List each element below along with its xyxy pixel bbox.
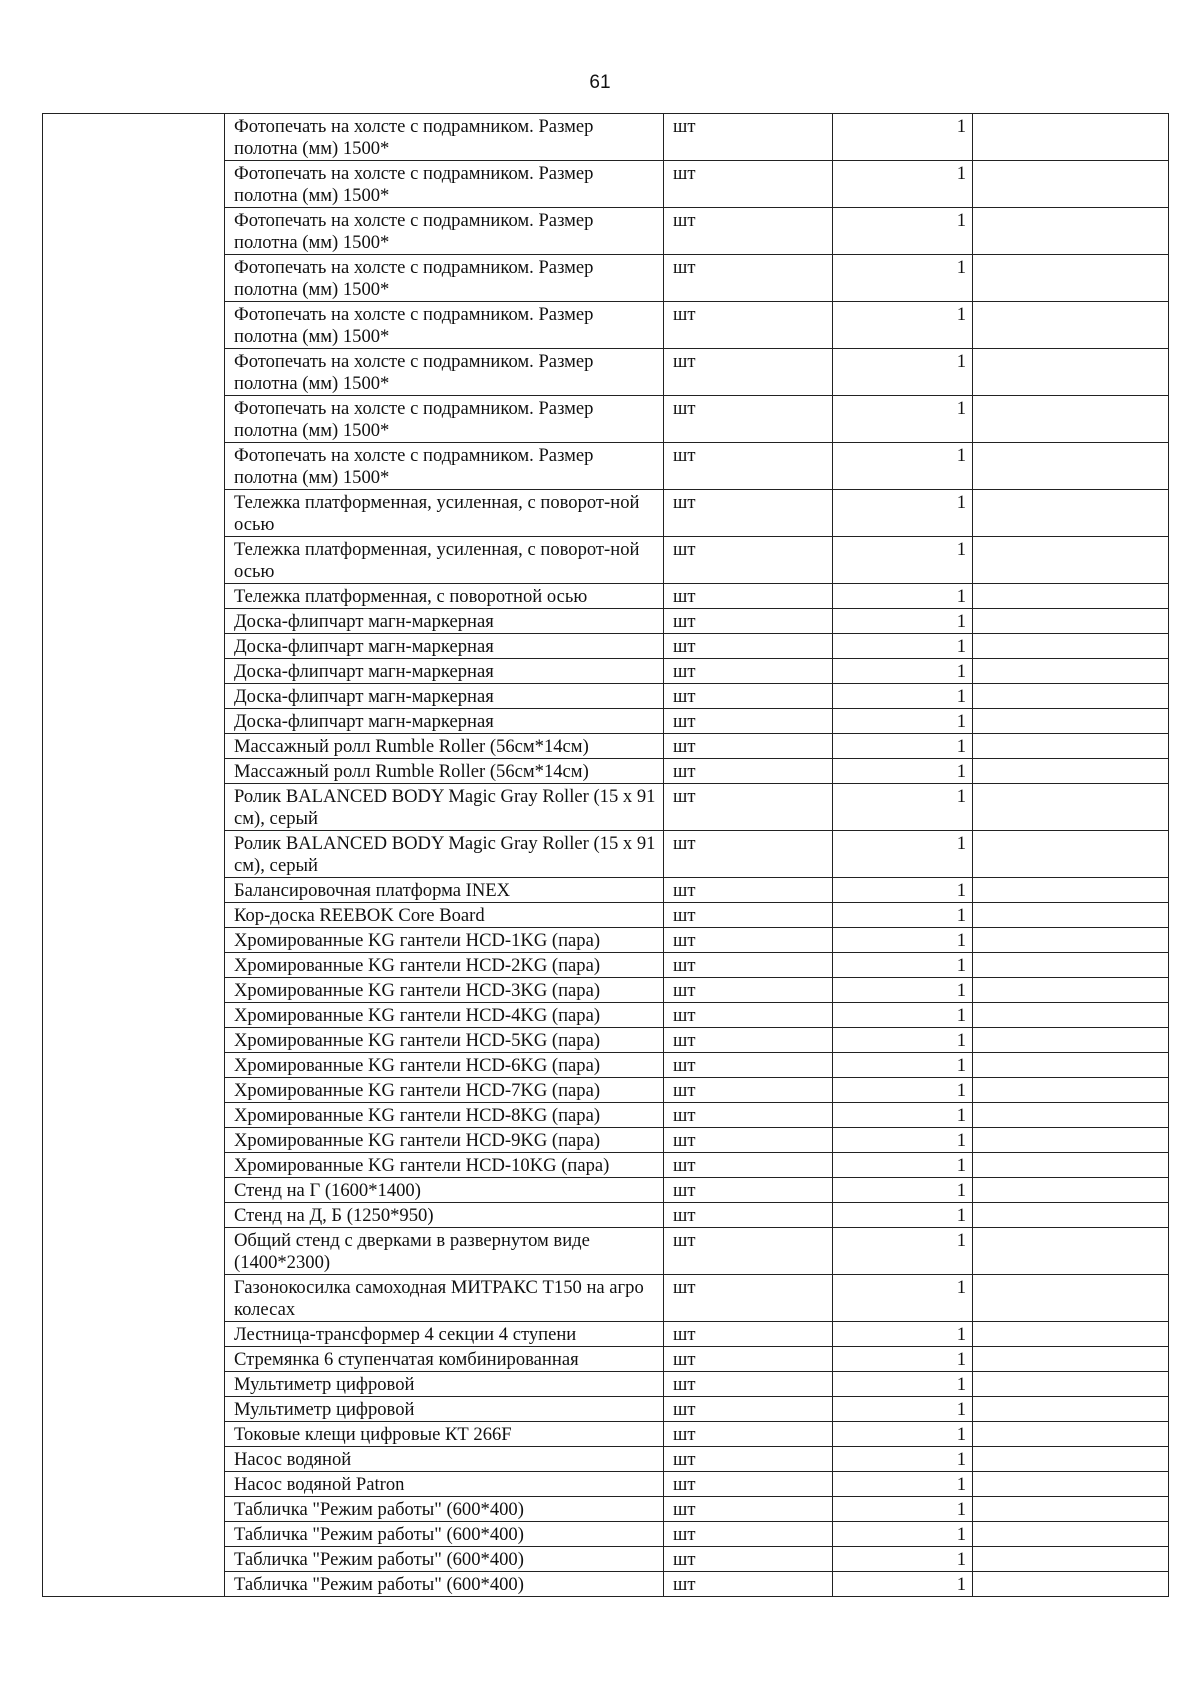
quantity-cell: 1: [833, 759, 973, 784]
unit-cell: шт: [664, 584, 833, 609]
unit-cell: шт: [664, 255, 833, 302]
notes-cell: [973, 609, 1169, 634]
item-name-cell: Табличка "Режим работы" (600*400): [225, 1522, 664, 1547]
notes-cell: [973, 1078, 1169, 1103]
unit-cell: шт: [664, 1103, 833, 1128]
quantity-cell: 1: [833, 831, 973, 878]
unit-cell: шт: [664, 161, 833, 208]
notes-cell: [973, 537, 1169, 584]
item-name-cell: Тележка платформенная, усиленная, с поворот-ной осью: [225, 537, 664, 584]
quantity-cell: 1: [833, 1497, 973, 1522]
quantity-cell: 1: [833, 396, 973, 443]
unit-cell: шт: [664, 1275, 833, 1322]
quantity-cell: 1: [833, 1053, 973, 1078]
quantity-cell: 1: [833, 634, 973, 659]
unit-cell: шт: [664, 1003, 833, 1028]
item-name-cell: Массажный ролл Rumble Roller (56см*14см): [225, 734, 664, 759]
item-name-cell: Доска-флипчарт магн-маркерная: [225, 659, 664, 684]
unit-cell: шт: [664, 684, 833, 709]
notes-cell: [973, 784, 1169, 831]
item-name-cell: Хромированные KG гантели HCD-3KG (пара): [225, 978, 664, 1003]
unit-cell: шт: [664, 1347, 833, 1372]
unit-cell: шт: [664, 1497, 833, 1522]
quantity-cell: 1: [833, 443, 973, 490]
item-name-cell: Табличка "Режим работы" (600*400): [225, 1547, 664, 1572]
notes-cell: [973, 1447, 1169, 1472]
unit-cell: шт: [664, 1178, 833, 1203]
item-name-cell: Фотопечать на холсте с подрамником. Размер полотна (мм) 1500*: [225, 443, 664, 490]
item-name-cell: Фотопечать на холсте с подрамником. Размер полотна (мм) 1500*: [225, 208, 664, 255]
item-name-cell: Ролик BALANCED BODY Magic Gray Roller (15 x 91 см), серый: [225, 784, 664, 831]
notes-cell: [973, 831, 1169, 878]
unit-cell: шт: [664, 878, 833, 903]
quantity-cell: 1: [833, 1422, 973, 1447]
quantity-cell: 1: [833, 684, 973, 709]
notes-cell: [973, 953, 1169, 978]
unit-cell: шт: [664, 953, 833, 978]
notes-cell: [973, 734, 1169, 759]
unit-cell: шт: [664, 1228, 833, 1275]
notes-cell: [973, 1003, 1169, 1028]
quantity-cell: 1: [833, 903, 973, 928]
notes-cell: [973, 584, 1169, 609]
notes-cell: [973, 1103, 1169, 1128]
notes-cell: [973, 1203, 1169, 1228]
notes-cell: [973, 302, 1169, 349]
item-name-cell: Хромированные KG гантели HCD-4KG (пара): [225, 1003, 664, 1028]
unit-cell: шт: [664, 734, 833, 759]
quantity-cell: 1: [833, 1572, 973, 1597]
unit-cell: шт: [664, 609, 833, 634]
item-name-cell: Стенд на Д, Б (1250*950): [225, 1203, 664, 1228]
unit-cell: шт: [664, 1128, 833, 1153]
unit-cell: шт: [664, 1447, 833, 1472]
item-name-cell: Тележка платформенная, с поворотной осью: [225, 584, 664, 609]
notes-cell: [973, 1397, 1169, 1422]
unit-cell: шт: [664, 490, 833, 537]
quantity-cell: 1: [833, 490, 973, 537]
unit-cell: шт: [664, 759, 833, 784]
item-name-cell: Массажный ролл Rumble Roller (56см*14см): [225, 759, 664, 784]
unit-cell: шт: [664, 1203, 833, 1228]
item-name-cell: Фотопечать на холсте с подрамником. Размер полотна (мм) 1500*: [225, 255, 664, 302]
notes-cell: [973, 1028, 1169, 1053]
notes-cell: [973, 255, 1169, 302]
notes-cell: [973, 1347, 1169, 1372]
item-name-cell: Стремянка 6 ступенчатая комбинированная: [225, 1347, 664, 1372]
quantity-cell: 1: [833, 953, 973, 978]
notes-cell: [973, 903, 1169, 928]
item-name-cell: Фотопечать на холсте с подрамником. Размер полотна (мм) 1500*: [225, 349, 664, 396]
item-name-cell: Мультиметр цифровой: [225, 1372, 664, 1397]
unit-cell: шт: [664, 1372, 833, 1397]
unit-cell: шт: [664, 208, 833, 255]
quantity-cell: 1: [833, 302, 973, 349]
unit-cell: шт: [664, 1572, 833, 1597]
unit-cell: шт: [664, 114, 833, 161]
unit-cell: шт: [664, 784, 833, 831]
item-name-cell: Хромированные KG гантели HCD-8KG (пара): [225, 1103, 664, 1128]
notes-cell: [973, 1572, 1169, 1597]
notes-cell: [973, 1275, 1169, 1322]
quantity-cell: 1: [833, 1522, 973, 1547]
inventory-table: [42, 113, 1169, 1597]
notes-cell: [973, 634, 1169, 659]
item-name-cell: Доска-флипчарт магн-маркерная: [225, 609, 664, 634]
quantity-cell: 1: [833, 609, 973, 634]
item-name-cell: Хромированные KG гантели HCD-2KG (пара): [225, 953, 664, 978]
quantity-cell: 1: [833, 1322, 973, 1347]
notes-cell: [973, 208, 1169, 255]
unit-cell: шт: [664, 537, 833, 584]
item-name-cell: Фотопечать на холсте с подрамником. Размер полотна (мм) 1500*: [225, 396, 664, 443]
item-name-cell: Фотопечать на холсте с подрамником. Размер полотна (мм) 1500*: [225, 114, 664, 161]
item-name-cell: Мультиметр цифровой: [225, 1397, 664, 1422]
item-name-cell: Насос водяной Patron: [225, 1472, 664, 1497]
notes-cell: [973, 1522, 1169, 1547]
item-name-cell: Ролик BALANCED BODY Magic Gray Roller (15 x 91 см), серый: [225, 831, 664, 878]
notes-cell: [973, 443, 1169, 490]
item-name-cell: Токовые клещи цифровые КТ 266F: [225, 1422, 664, 1447]
notes-cell: [973, 114, 1169, 161]
item-name-cell: Газонокосилка самоходная МИТРАКС Т150 на агро колесах: [225, 1275, 664, 1322]
notes-cell: [973, 684, 1169, 709]
notes-cell: [973, 1547, 1169, 1572]
quantity-cell: 1: [833, 978, 973, 1003]
item-name-cell: Насос водяной: [225, 1447, 664, 1472]
notes-cell: [973, 1178, 1169, 1203]
notes-cell: [973, 396, 1169, 443]
quantity-cell: 1: [833, 1547, 973, 1572]
item-name-cell: Хромированные KG гантели HCD-6KG (пара): [225, 1053, 664, 1078]
unit-cell: шт: [664, 1522, 833, 1547]
unit-cell: шт: [664, 1153, 833, 1178]
notes-cell: [973, 490, 1169, 537]
notes-cell: [973, 161, 1169, 208]
unit-cell: шт: [664, 709, 833, 734]
notes-cell: [973, 1322, 1169, 1347]
unit-cell: шт: [664, 349, 833, 396]
quantity-cell: 1: [833, 1447, 973, 1472]
notes-cell: [973, 1472, 1169, 1497]
quantity-cell: 1: [833, 1472, 973, 1497]
quantity-cell: 1: [833, 1003, 973, 1028]
quantity-cell: 1: [833, 878, 973, 903]
unit-cell: шт: [664, 396, 833, 443]
quantity-cell: 1: [833, 709, 973, 734]
notes-cell: [973, 928, 1169, 953]
quantity-cell: 1: [833, 1228, 973, 1275]
unit-cell: шт: [664, 1547, 833, 1572]
unit-cell: шт: [664, 1053, 833, 1078]
quantity-cell: 1: [833, 1178, 973, 1203]
notes-cell: [973, 1128, 1169, 1153]
item-name-cell: Доска-флипчарт магн-маркерная: [225, 634, 664, 659]
quantity-cell: 1: [833, 255, 973, 302]
notes-cell: [973, 349, 1169, 396]
quantity-cell: 1: [833, 114, 973, 161]
unit-cell: шт: [664, 928, 833, 953]
unit-cell: шт: [664, 1078, 833, 1103]
item-name-cell: Хромированные KG гантели HCD-7KG (пара): [225, 1078, 664, 1103]
quantity-cell: 1: [833, 1372, 973, 1397]
item-name-cell: Стенд на Г (1600*1400): [225, 1178, 664, 1203]
quantity-cell: 1: [833, 349, 973, 396]
item-name-cell: Фотопечать на холсте с подрамником. Размер полотна (мм) 1500*: [225, 302, 664, 349]
quantity-cell: 1: [833, 1397, 973, 1422]
item-name-cell: Лестница-трансформер 4 секции 4 ступени: [225, 1322, 664, 1347]
notes-cell: [973, 1053, 1169, 1078]
unit-cell: шт: [664, 831, 833, 878]
quantity-cell: 1: [833, 161, 973, 208]
item-name-cell: Хромированные KG гантели HCD-9KG (пара): [225, 1128, 664, 1153]
item-name-cell: Балансировочная платформа INEX: [225, 878, 664, 903]
table-row: [43, 114, 1169, 161]
section-cell: [43, 114, 225, 1597]
notes-cell: [973, 659, 1169, 684]
unit-cell: шт: [664, 1472, 833, 1497]
item-name-cell: Хромированные KG гантели HCD-5KG (пара): [225, 1028, 664, 1053]
item-name-cell: Фотопечать на холсте с подрамником. Размер полотна (мм) 1500*: [225, 161, 664, 208]
item-name-cell: Доска-флипчарт магн-маркерная: [225, 709, 664, 734]
notes-cell: [973, 1153, 1169, 1178]
unit-cell: шт: [664, 443, 833, 490]
quantity-cell: 1: [833, 784, 973, 831]
quantity-cell: 1: [833, 208, 973, 255]
quantity-cell: 1: [833, 928, 973, 953]
item-name-cell: Табличка "Режим работы" (600*400): [225, 1497, 664, 1522]
quantity-cell: 1: [833, 1203, 973, 1228]
notes-cell: [973, 709, 1169, 734]
unit-cell: шт: [664, 1422, 833, 1447]
quantity-cell: 1: [833, 1128, 973, 1153]
page-number: 61: [589, 72, 611, 93]
quantity-cell: 1: [833, 1103, 973, 1128]
notes-cell: [973, 759, 1169, 784]
quantity-cell: 1: [833, 734, 973, 759]
notes-cell: [973, 1422, 1169, 1447]
quantity-cell: 1: [833, 1275, 973, 1322]
unit-cell: шт: [664, 978, 833, 1003]
quantity-cell: 1: [833, 1347, 973, 1372]
notes-cell: [973, 1497, 1169, 1522]
unit-cell: шт: [664, 1322, 833, 1347]
quantity-cell: 1: [833, 537, 973, 584]
notes-cell: [973, 878, 1169, 903]
unit-cell: шт: [664, 634, 833, 659]
item-name-cell: Хромированные KG гантели HCD-1KG (пара): [225, 928, 664, 953]
unit-cell: шт: [664, 1028, 833, 1053]
quantity-cell: 1: [833, 584, 973, 609]
item-name-cell: Доска-флипчарт магн-маркерная: [225, 684, 664, 709]
unit-cell: шт: [664, 903, 833, 928]
notes-cell: [973, 1372, 1169, 1397]
item-name-cell: Табличка "Режим работы" (600*400): [225, 1572, 664, 1597]
unit-cell: шт: [664, 659, 833, 684]
quantity-cell: 1: [833, 1153, 973, 1178]
item-name-cell: Кор-доска REEBOK Core Board: [225, 903, 664, 928]
unit-cell: шт: [664, 1397, 833, 1422]
quantity-cell: 1: [833, 659, 973, 684]
notes-cell: [973, 1228, 1169, 1275]
item-name-cell: Общий стенд с дверками в развернутом виде (1400*2300): [225, 1228, 664, 1275]
notes-cell: [973, 978, 1169, 1003]
item-name-cell: Тележка платформенная, усиленная, с поворот-ной осью: [225, 490, 664, 537]
quantity-cell: 1: [833, 1028, 973, 1053]
unit-cell: шт: [664, 302, 833, 349]
item-name-cell: Хромированные KG гантели HCD-10KG (пара): [225, 1153, 664, 1178]
quantity-cell: 1: [833, 1078, 973, 1103]
inventory-table-body: [43, 114, 1169, 1597]
